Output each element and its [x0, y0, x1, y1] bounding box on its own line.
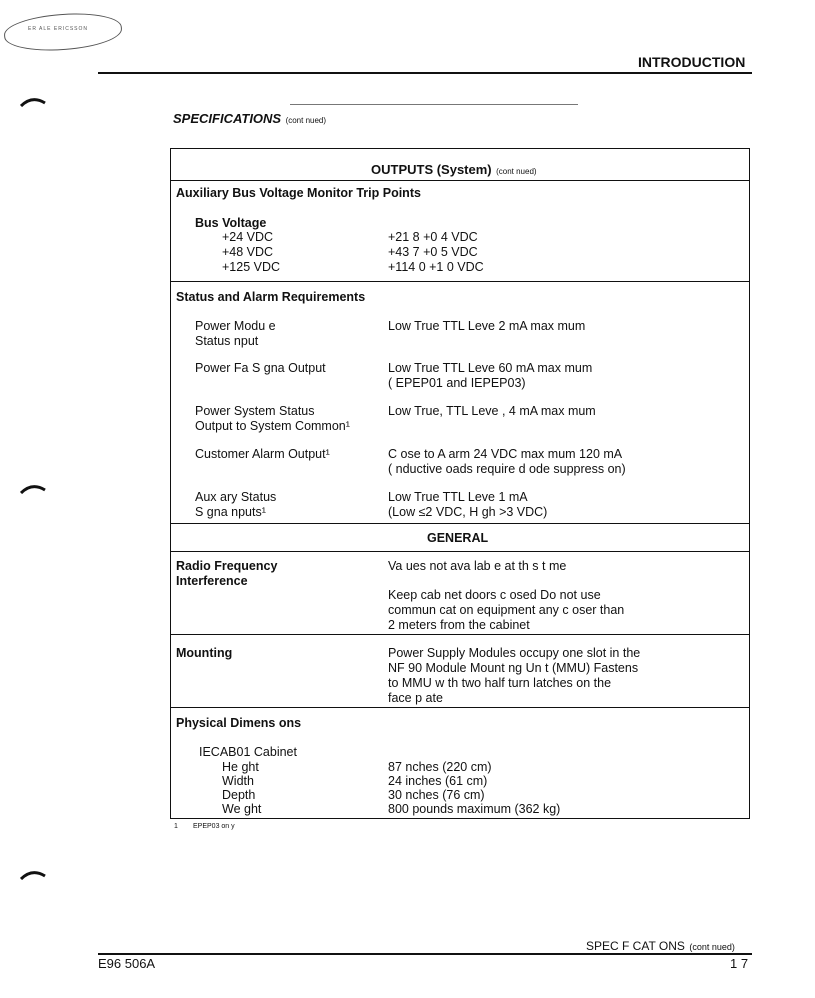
mounting-line: face p ate [388, 691, 443, 705]
dimension-value: 24 inches (61 cm) [388, 774, 488, 788]
dimension-label: We ght [222, 802, 262, 816]
footnote-mark: 1 [174, 823, 178, 830]
mounting-line: NF 90 Module Mount ng Un t (MMU) Fastens [388, 661, 639, 675]
rfi-value: Va ues not ava lab e at th s t me [388, 559, 567, 573]
punch-hole-mark [20, 484, 46, 494]
status-item-value: Low True TTL Leve 1 mA [388, 490, 528, 504]
physical-title: Physical Dimens ons [176, 716, 302, 730]
status-item-value: ( nductive oads require d ode suppress on) [388, 462, 626, 476]
dimension-label: He ght [222, 760, 259, 774]
row-divider [170, 634, 750, 635]
section-title: INTRODUCTION [638, 54, 746, 70]
table-top-border [170, 148, 750, 149]
rfi-label: Interference [176, 574, 248, 588]
bus-voltage-row-label: +125 VDC [222, 260, 281, 274]
bus-voltage-row-label: +24 VDC [222, 230, 274, 244]
row-divider [170, 707, 750, 708]
row-divider [170, 180, 750, 181]
spec-heading-suffix: (cont nued) [285, 116, 327, 125]
cabinet-label: IECAB01 Cabinet [199, 745, 297, 759]
bus-voltage-row-value: +43 7 +0 5 VDC [388, 245, 478, 259]
punch-hole-mark [20, 870, 46, 880]
bus-voltage-row-label: +48 VDC [222, 245, 274, 259]
heading-rule [290, 104, 578, 105]
mounting-label: Mounting [176, 646, 233, 660]
outputs-header-title: OUTPUTS (System) [371, 162, 492, 177]
status-item-label: Status nput [195, 334, 259, 348]
status-item-value: Low True TTL Leve 60 mA max mum [388, 361, 593, 375]
bus-voltage-row-value: +21 8 +0 4 VDC [388, 230, 478, 244]
status-item-value: Low True, TTL Leve , 4 mA max mum [388, 404, 596, 418]
status-item-value: C ose to A arm 24 VDC max mum 120 mA [388, 447, 623, 461]
status-alarm-title: Status and Alarm Requirements [176, 290, 366, 304]
company-logo [3, 10, 123, 54]
status-item-label: Power System Status [195, 404, 315, 418]
header-rule [98, 72, 752, 74]
footer-rule [98, 953, 752, 955]
rfi-paragraph-line: 2 meters from the cabinet [388, 618, 530, 632]
bus-voltage-row-value: +114 0 +1 0 VDC [388, 260, 484, 274]
rfi-paragraph-line: Keep cab net doors c osed Do not use [388, 588, 601, 602]
punch-hole-mark [20, 97, 46, 107]
table-bottom-border [170, 818, 750, 819]
spec-heading-title: SPECIFICATIONS [173, 111, 282, 126]
row-divider [170, 523, 750, 524]
status-item-label: S gna nputs¹ [195, 505, 266, 519]
footnote-text: EPEP03 on y [193, 823, 235, 830]
rfi-label: Radio Frequency [176, 559, 278, 573]
rfi-paragraph-line: commun cat on equipment any c oser than [388, 603, 625, 617]
status-item-label: Power Modu e [195, 319, 276, 333]
status-item-value: (Low ≤2 VDC, H gh >3 VDC) [388, 505, 548, 519]
status-item-label: Power Fa S gna Output [195, 361, 326, 375]
row-divider [170, 551, 750, 552]
bus-voltage-label: Bus Voltage [195, 216, 267, 230]
dimension-label: Depth [222, 788, 256, 802]
outputs-header-suffix: (cont nued) [496, 167, 537, 176]
mounting-line: Power Supply Modules occupy one slot in the [388, 646, 641, 660]
dimension-label: Width [222, 774, 254, 788]
footer-section-title: SPEC F CAT ONS [586, 939, 685, 953]
logo-text: ER ALE ERICSSON [28, 26, 89, 32]
table-right-border [749, 148, 750, 819]
status-item-label: Customer Alarm Output¹ [195, 447, 330, 461]
status-item-value: ( EPEP01 and IEPEP03) [388, 376, 526, 390]
dimension-value: 800 pounds maximum (362 kg) [388, 802, 561, 816]
status-item-label: Output to System Common¹ [195, 419, 350, 433]
table-left-border [170, 148, 171, 819]
status-item-label: Aux ary Status [195, 490, 277, 504]
outputs-header [371, 161, 537, 179]
aux-bus-title: Auxiliary Bus Voltage Monitor Trip Points [176, 186, 421, 200]
footer-section-suffix: (cont nued) [689, 942, 735, 952]
status-item-value: Low True TTL Leve 2 mA max mum [388, 319, 586, 333]
general-header: GENERAL [427, 531, 489, 545]
mounting-line: to MMU w th two half turn latches on the [388, 676, 612, 690]
spec-heading [173, 110, 326, 128]
footer-doc-id: E96 506A [98, 956, 156, 971]
footer-page-number: 1 7 [730, 956, 749, 971]
dimension-value: 87 nches (220 cm) [388, 760, 492, 774]
dimension-value: 30 nches (76 cm) [388, 788, 485, 802]
row-divider [170, 281, 750, 282]
